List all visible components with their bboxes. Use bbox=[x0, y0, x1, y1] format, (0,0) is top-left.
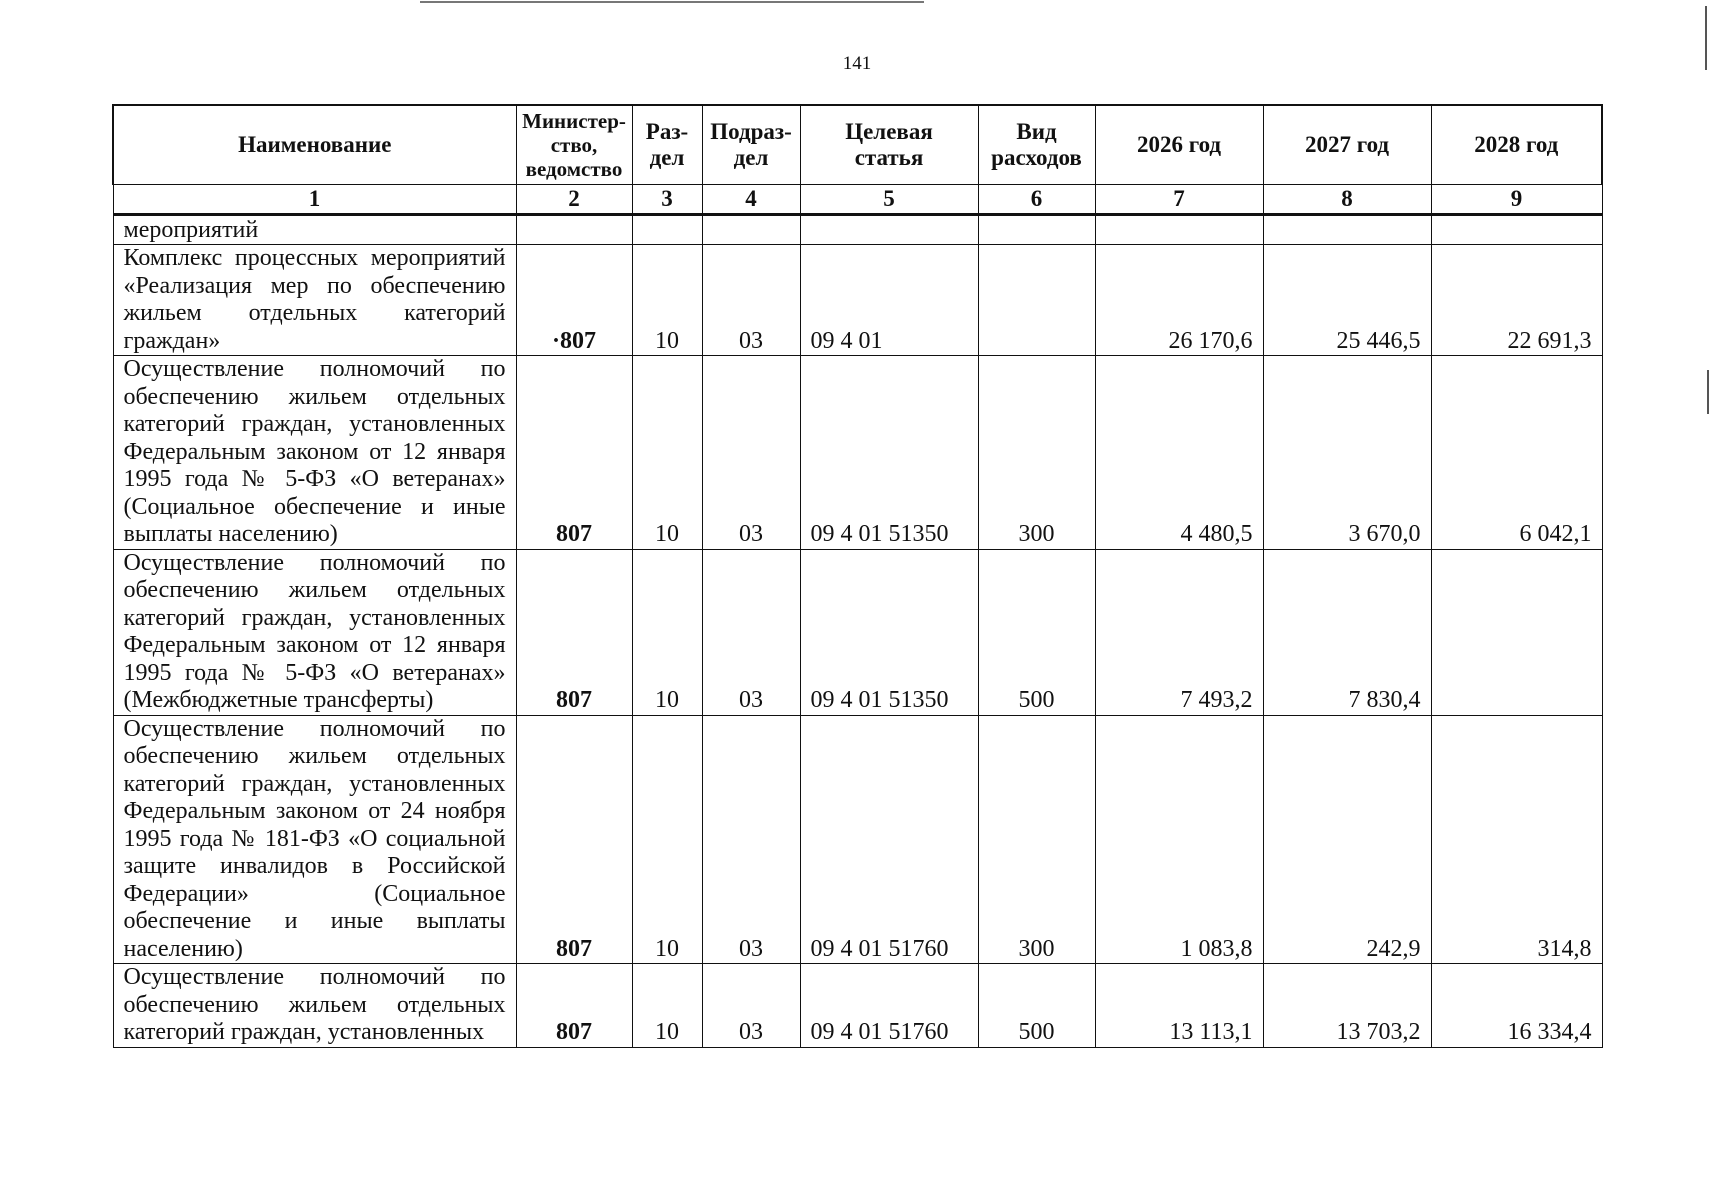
header-number: 1 bbox=[113, 185, 516, 215]
cell-name bbox=[113, 964, 516, 1048]
header-number-row bbox=[113, 185, 1602, 215]
cell-2026: 4 480,5 bbox=[1095, 356, 1263, 550]
cell-subsection: 03 bbox=[702, 245, 800, 356]
name-line: защите инвалидов в Российской bbox=[123, 853, 506, 879]
cell-target bbox=[800, 215, 978, 245]
header-expense-type bbox=[978, 105, 1095, 185]
cell-2026: 13 113,1 bbox=[1095, 964, 1263, 1048]
cell-2027: 25 446,5 bbox=[1263, 245, 1431, 356]
right-scan-mark bbox=[1707, 370, 1709, 414]
cell-target: 09 4 01 51350 bbox=[800, 549, 978, 715]
cell-section: 10 bbox=[632, 549, 702, 715]
header-number: 5 bbox=[800, 185, 978, 215]
table-row bbox=[113, 715, 1602, 964]
table-body bbox=[113, 215, 1602, 1048]
cell-ministry: 807 bbox=[516, 715, 632, 964]
cell-target: 09 4 01 51760 bbox=[800, 715, 978, 964]
header-target-label: Целевая статья bbox=[845, 119, 933, 170]
header-number: 7 bbox=[1095, 185, 1263, 215]
table-row bbox=[113, 245, 1602, 356]
header-number: 2 bbox=[516, 185, 632, 215]
header-row bbox=[113, 105, 1602, 185]
name-line: обеспечению жильем отдельных bbox=[123, 743, 506, 769]
cell-subsection bbox=[702, 215, 800, 245]
name-line: жильем отдельных категорий bbox=[123, 300, 506, 326]
header-subsection-label: Подраз-дел bbox=[710, 119, 792, 170]
cell-2027 bbox=[1263, 215, 1431, 245]
header-section-label: Раз-дел bbox=[645, 119, 689, 170]
cell-section: 10 bbox=[632, 245, 702, 356]
header-ministry bbox=[516, 105, 632, 185]
cell-2028 bbox=[1431, 549, 1602, 715]
cell-name bbox=[113, 715, 516, 964]
cell-ministry: ·807 bbox=[516, 245, 632, 356]
cell-target: 09 4 01 51350 bbox=[800, 356, 978, 550]
table-row bbox=[113, 549, 1602, 715]
header-number: 8 bbox=[1263, 185, 1431, 215]
header-subsection bbox=[702, 105, 800, 185]
name-line: обеспечению жильем отдельных bbox=[123, 991, 506, 1018]
cell-expense-type: 300 bbox=[978, 356, 1095, 550]
cell-name bbox=[113, 549, 516, 715]
cell-2026 bbox=[1095, 215, 1263, 245]
header-number: 6 bbox=[978, 185, 1095, 215]
name-line: обеспечение и иные выплаты bbox=[123, 908, 506, 934]
cell-section: 10 bbox=[632, 356, 702, 550]
cell-section: 10 bbox=[632, 715, 702, 964]
cell-ministry bbox=[516, 215, 632, 245]
name-line: граждан» bbox=[123, 327, 221, 354]
name-line: Осуществление полномочий по bbox=[123, 356, 506, 382]
cell-name bbox=[113, 356, 516, 550]
cell-2028: 16 334,4 bbox=[1431, 964, 1602, 1048]
header-number: 4 bbox=[702, 185, 800, 215]
cell-2026: 26 170,6 bbox=[1095, 245, 1263, 356]
name-line: Федеральным законом от 12 января bbox=[123, 438, 506, 465]
name-line: Федеральным законом от 24 ноября bbox=[123, 798, 506, 824]
name-line: категорий граждан, установленных bbox=[123, 770, 506, 797]
cell-name bbox=[113, 245, 516, 356]
top-scan-rule bbox=[420, 1, 924, 3]
cell-2028 bbox=[1431, 215, 1602, 245]
cell-2028: 6 042,1 bbox=[1431, 356, 1602, 550]
name-line: обеспечению жильем отдельных bbox=[123, 383, 506, 410]
name-line: категорий граждан, установленных bbox=[123, 604, 506, 631]
cell-section: 10 bbox=[632, 964, 702, 1048]
table-row bbox=[113, 356, 1602, 550]
name-line: (Социальное обеспечение и иные bbox=[123, 493, 506, 520]
name-line: мероприятий bbox=[123, 216, 259, 243]
cell-expense-type bbox=[978, 245, 1095, 356]
cell-2027: 7 830,4 bbox=[1263, 549, 1431, 715]
cell-subsection: 03 bbox=[702, 356, 800, 550]
cell-ministry: 807 bbox=[516, 356, 632, 550]
name-line: Комплекс процессных мероприятий bbox=[123, 245, 506, 271]
cell-2026: 7 493,2 bbox=[1095, 549, 1263, 715]
name-line: Федеральным законом от 12 января bbox=[123, 632, 506, 658]
cell-expense-type: 500 bbox=[978, 549, 1095, 715]
table-row bbox=[113, 215, 1602, 245]
name-line: «Реализация мер по обеспечению bbox=[123, 272, 506, 299]
header-2027: 2027 год bbox=[1263, 105, 1431, 185]
cell-target: 09 4 01 51760 bbox=[800, 964, 978, 1048]
cell-ministry: 807 bbox=[516, 964, 632, 1048]
name-line: 1995 года № 181-ФЗ «О социальной bbox=[123, 825, 506, 852]
budget-table bbox=[112, 104, 1603, 1048]
name-line: Федерации» (Социальное bbox=[123, 880, 506, 907]
cell-expense-type: 300 bbox=[978, 715, 1095, 964]
cell-expense-type bbox=[978, 215, 1095, 245]
cell-section bbox=[632, 215, 702, 245]
cell-2027: 3 670,0 bbox=[1263, 356, 1431, 550]
cell-expense-type: 500 bbox=[978, 964, 1095, 1048]
cell-2028: 314,8 bbox=[1431, 715, 1602, 964]
cell-2028: 22 691,3 bbox=[1431, 245, 1602, 356]
name-line: категорий граждан, установленных bbox=[123, 1019, 485, 1045]
header-number: 3 bbox=[632, 185, 702, 215]
name-line: 1995 года № 5-ФЗ «О ветеранах» bbox=[123, 466, 506, 492]
header-number: 9 bbox=[1431, 185, 1602, 215]
name-line: Осуществление полномочий по bbox=[123, 964, 506, 990]
page-number: 141 bbox=[842, 53, 872, 74]
name-line: Осуществление полномочий по bbox=[123, 715, 506, 742]
cell-ministry: 807 bbox=[516, 549, 632, 715]
header-ministry-label: Министер-ство, ведомство bbox=[522, 109, 626, 181]
name-line: обеспечению жильем отдельных bbox=[123, 577, 506, 603]
name-line: 1995 года № 5-ФЗ «О ветеранах» bbox=[123, 659, 506, 686]
name-line: выплаты населению) bbox=[123, 521, 338, 547]
cell-name bbox=[113, 215, 516, 245]
header-expense-type-label: Вид расходов bbox=[991, 119, 1082, 170]
cell-2027: 13 703,2 bbox=[1263, 964, 1431, 1048]
header-2026: 2026 год bbox=[1095, 105, 1263, 185]
table-row bbox=[113, 964, 1602, 1048]
name-line: категорий граждан, установленных bbox=[123, 411, 506, 437]
header-section bbox=[632, 105, 702, 185]
name-line: населению) bbox=[123, 935, 243, 962]
cell-2027: 242,9 bbox=[1263, 715, 1431, 964]
cell-2026: 1 083,8 bbox=[1095, 715, 1263, 964]
name-line: Осуществление полномочий по bbox=[123, 549, 506, 576]
header-name: Наименование bbox=[113, 105, 516, 185]
cell-subsection: 03 bbox=[702, 715, 800, 964]
cell-target: 09 4 01 bbox=[800, 245, 978, 356]
cell-subsection: 03 bbox=[702, 964, 800, 1048]
header-2028: 2028 год bbox=[1431, 105, 1602, 185]
cell-subsection: 03 bbox=[702, 549, 800, 715]
header-target bbox=[800, 105, 978, 185]
name-line: (Межбюджетные трансферты) bbox=[123, 687, 434, 713]
